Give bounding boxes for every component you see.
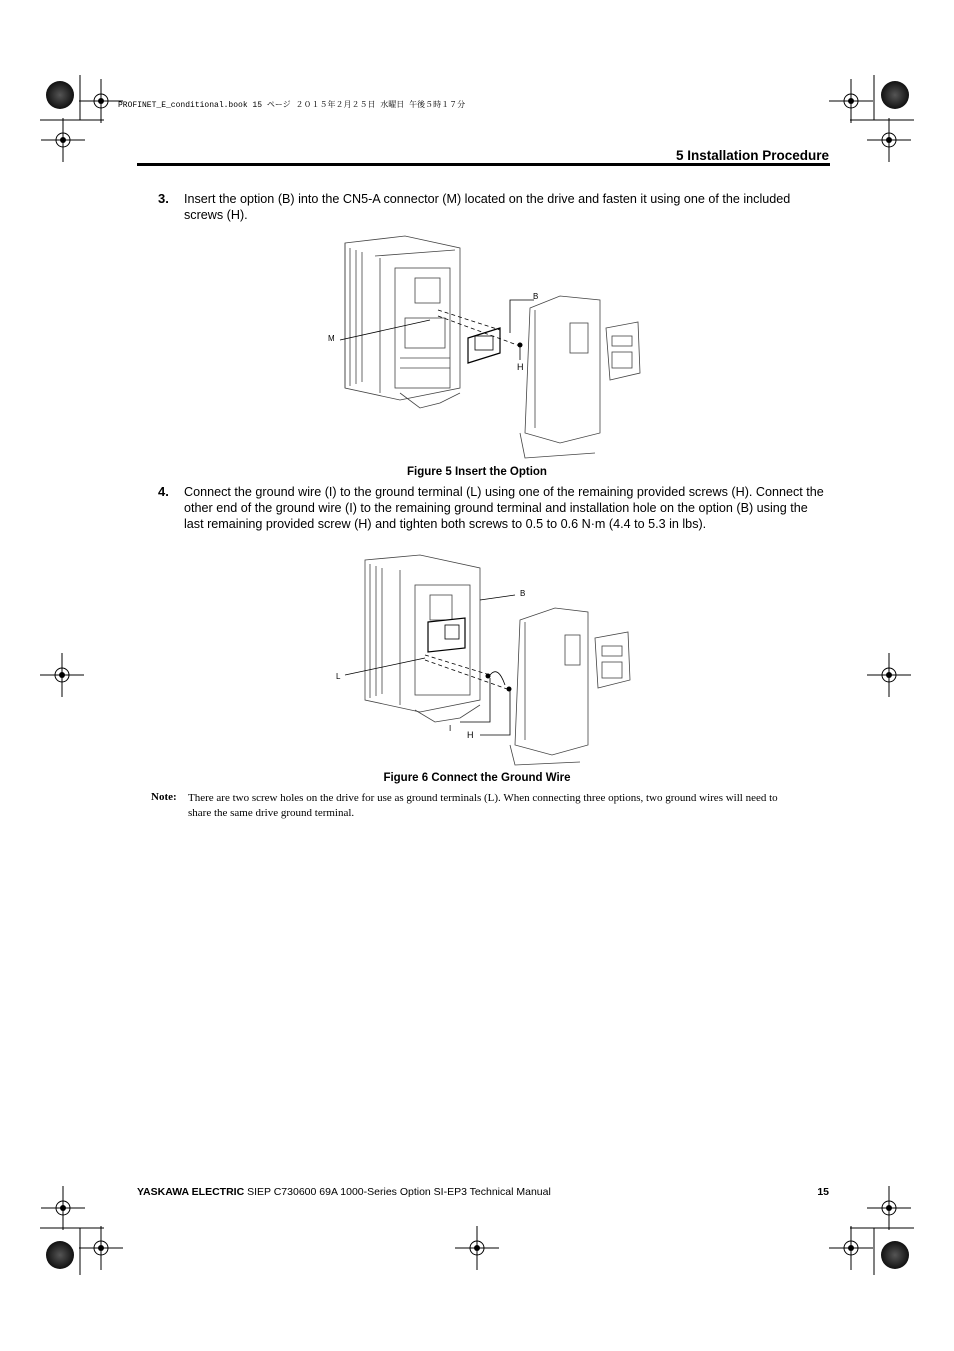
step-3-text: Insert the option (B) into the CN5-A connector (M) located on the drive and fasten it using one of the included screws (H). [184, 192, 791, 222]
step-3-number: 3. [158, 191, 169, 206]
footer-brand: YASKAWA ELECTRIC [137, 1186, 245, 1198]
section-title: 5 Installation Procedure [675, 148, 829, 163]
figure-6-callout-l: L [336, 672, 341, 681]
figure-5-illustration [320, 228, 650, 463]
figure-5-callout-h: H [517, 362, 524, 372]
step-4-text: Connect the ground wire (I) to the ground terminal (L) using one of the remaining provided screws (H). Connect the other end of the ground wire (I) to the remaining ground terminal and installation hole on the option (B) using the last remaining provided screw (H) and tighten both screws to 0.5 to 0.6 N·m (4.4 to 5.3 in lbs). [184, 485, 824, 531]
figure-6-callout-i: I [449, 724, 452, 733]
header-rule [137, 163, 830, 166]
figure-5-caption: Figure 5 Insert the Option [407, 466, 547, 478]
print-header: PROFINET_E_conditional.book 15 ページ ２０１５年２月２５日 水曜日 午後５時１７分 [118, 101, 466, 110]
figure-6-callout-b: B [520, 589, 526, 598]
note-text: There are two screw holes on the drive for use as ground terminals (L). When connecting three options, two ground wires will need to share the same drive ground terminal. [188, 792, 778, 819]
page-number: 15 [817, 1186, 829, 1198]
figure-5-callout-m: M [328, 334, 335, 343]
figure-5-callout-b: B [533, 292, 539, 301]
note-label: Note: [151, 791, 177, 803]
footer-document-title [137, 1186, 551, 1198]
step-4-number: 4. [158, 484, 169, 499]
figure-6-callout-h: H [467, 730, 474, 740]
figure-6-illustration [330, 550, 650, 770]
figure-6-caption: Figure 6 Connect the Ground Wire [383, 772, 571, 784]
footer-doc: SIEP C730600 69A 1000-Series Option SI-EP3 Technical Manual [244, 1186, 551, 1198]
